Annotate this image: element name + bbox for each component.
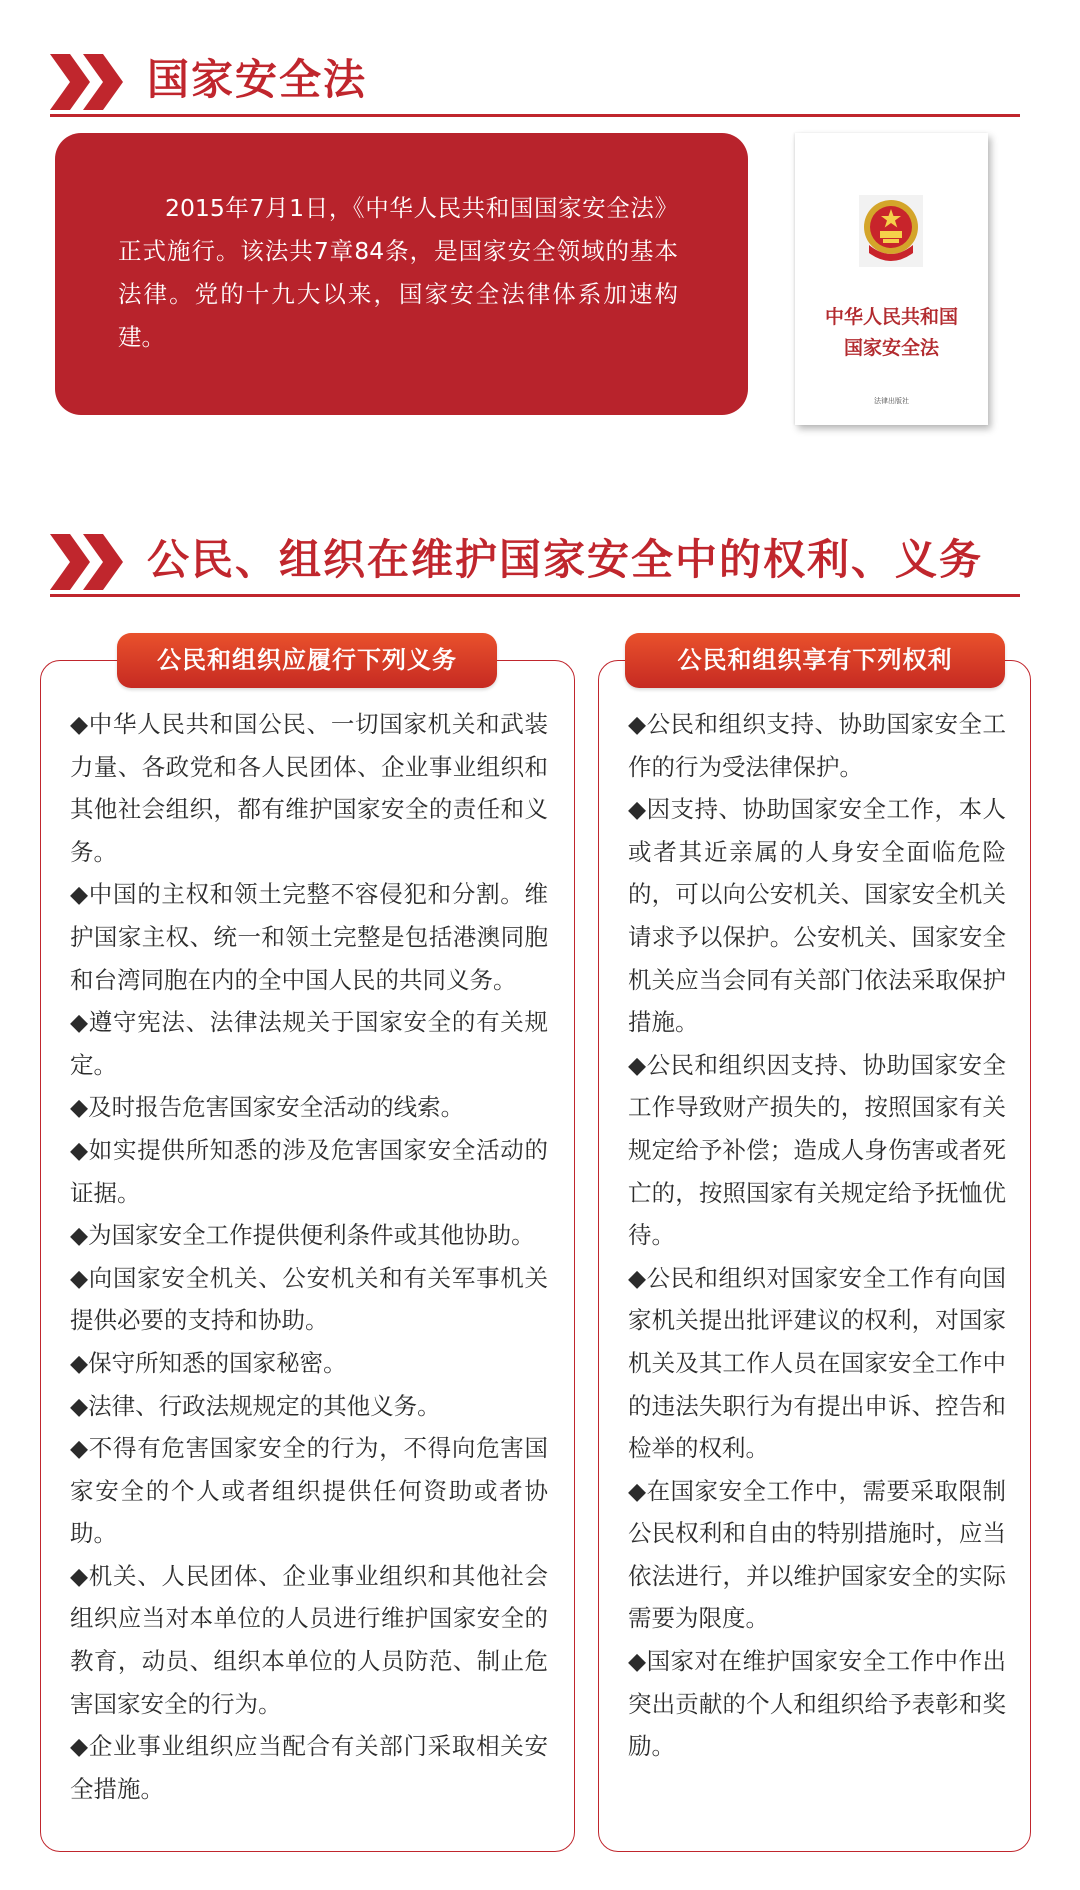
section-title: 国家安全法 — [147, 55, 368, 104]
list-item: ◆不得有危害国家安全的行为，不得向危害国家安全的个人或者组织提供任何资助或者协助。 — [70, 1434, 548, 1548]
list-item: ◆公民和组织对国家安全工作有向国家机关提出批评建议的权利，对国家机关及其工作人员在国家安全工作中的违法失职行为有提出申诉、控告和检举的权利。 — [628, 1263, 1006, 1463]
rights-tab: 公民和组织享有下列权利 — [625, 633, 1005, 688]
book-title-line2: 国家安全法 — [843, 337, 939, 359]
section-divider — [50, 114, 1020, 117]
section-divider — [50, 594, 1020, 597]
double-chevron-icon — [50, 532, 130, 592]
section-header-rights-obligations — [50, 528, 1020, 598]
list-item: ◆企业事业组织应当配合有关部门采取相关安全措施。 — [70, 1732, 548, 1803]
double-chevron-icon — [50, 52, 130, 112]
list-item: ◆如实提供所知悉的涉及危害国家安全活动的证据。 — [70, 1135, 548, 1207]
list-item: ◆向国家安全机关、公安机关和有关军事机关提供必要的支持和协助。 — [70, 1263, 548, 1335]
list-item: ◆保守所知悉的国家秘密。 — [70, 1348, 347, 1377]
obligations-tab: 公民和组织应履行下列义务 — [117, 633, 497, 688]
intro-box — [55, 133, 748, 415]
book-cover — [795, 133, 988, 425]
list-item: ◆公民和组织支持、协助国家安全工作的行为受法律保护。 — [628, 710, 1006, 781]
list-item: ◆中国的主权和领土完整不容侵犯和分割。维护国家主权、统一和领土完整是包括港澳同胞和台湾同胞在内的全中国人民的共同义务。 — [70, 880, 548, 994]
book-title — [795, 302, 988, 364]
national-emblem-icon — [853, 193, 929, 269]
list-item: ◆国家对在维护国家安全工作中作出突出贡献的个人和组织给予表彰和奖励。 — [628, 1647, 1006, 1761]
list-item: ◆为国家安全工作提供便利条件或其他协助。 — [70, 1221, 535, 1250]
book-publisher: 法律出版社 — [874, 397, 909, 405]
list-item: ◆机关、人民团体、企业事业组织和其他社会组织应当对本单位的人员进行维护国家安全的教育，动员、组织本单位的人员防范、制止危害国家安全的行为。 — [70, 1561, 548, 1718]
list-item: ◆公民和组织因支持、协助国家安全工作导致财产损失的，按照国家有关规定给予补偿；造成人身伤害或者死亡的，按照国家有关规定给予抚恤优待。 — [628, 1050, 1006, 1250]
list-item: ◆因支持、协助国家安全工作，本人或者其近亲属的人身安全面临危险的，可以向公安机关、国家安全机关请求予以保护。公安机关、国家安全机关应当会同有关部门依法采取保护措施。 — [628, 795, 1006, 1037]
obligations-list — [70, 703, 548, 1810]
rights-list — [628, 703, 1006, 1768]
section-header-national-security-law — [50, 48, 1020, 118]
list-item: ◆法律、行政法规规定的其他义务。 — [70, 1391, 441, 1420]
section-title: 公民、组织在维护国家安全中的权利、义务 — [147, 535, 984, 584]
book-title-line1: 中华人民共和国 — [824, 306, 958, 328]
list-item: ◆遵守宪法、法律法规关于国家安全的有关规定。 — [70, 1008, 548, 1079]
intro-text: 2015年7月1日，《中华人民共和国国家安全法》正式施行。该法共7章84条，是国家安全领域的基本法律。党的十九大以来，国家安全法律体系加速构建。 — [118, 194, 678, 351]
list-item: ◆在国家安全工作中，需要采取限制公民权利和自由的特别措施时，应当依法进行，并以维护国家安全的实际需要为限度。 — [628, 1476, 1006, 1633]
list-item: ◆中华人民共和国公民、一切国家机关和武装力量、各政党和各人民团体、企业事业组织和其他社会组织，都有维护国家安全的责任和义务。 — [70, 710, 548, 866]
list-item: ◆及时报告危害国家安全活动的线索。 — [70, 1093, 465, 1122]
